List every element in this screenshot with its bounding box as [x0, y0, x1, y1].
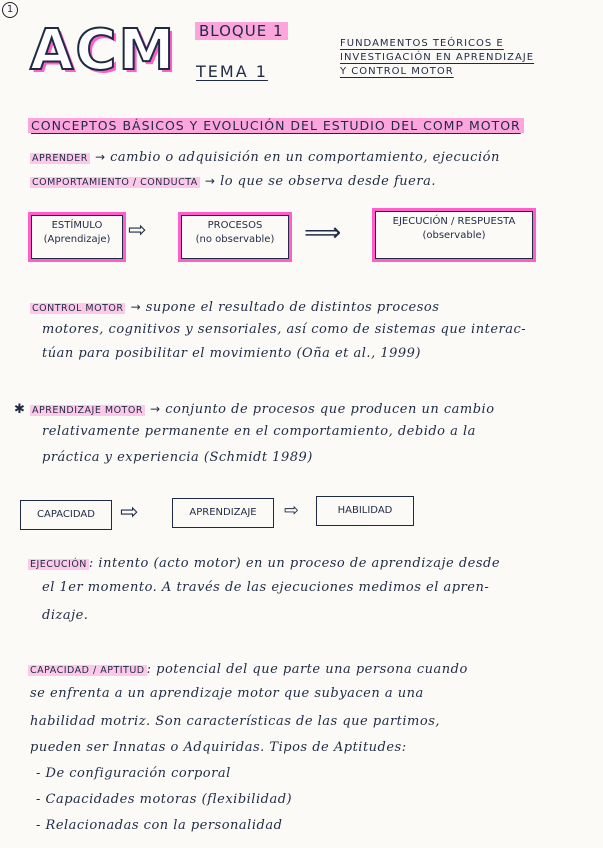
aptitud-item-1: - De configuración corporal	[36, 766, 231, 781]
capacidad-line-1	[28, 658, 468, 677]
capacidad-line-3: habilidad motriz. Son características de las que partimos,	[30, 714, 441, 729]
def-aprender	[30, 146, 500, 165]
double-arrow-icon: ⇨	[128, 218, 147, 243]
page-number: 1	[2, 2, 18, 18]
box-estimulo-line1: ESTÍMULO	[51, 220, 103, 231]
flow-box-estimulo	[28, 212, 126, 262]
ejecucion-line-3: dizaje.	[42, 608, 89, 623]
flow-box-ejecucion	[372, 208, 536, 262]
flow-box-capacidad: CAPACIDAD	[20, 500, 112, 530]
def-comportamiento-text: lo que se observa desde fuera.	[220, 174, 436, 189]
def-aprender-text: cambio o adquisición en un comportamiento, ejecución	[110, 150, 500, 165]
box-procesos-line2: (no observable)	[195, 234, 275, 245]
box-procesos-line1: PROCESOS	[207, 220, 263, 231]
aprendizaje-motor-line-3: práctica y experiencia (Schmidt 1989)	[42, 450, 313, 465]
control-motor-line-1	[30, 296, 439, 315]
box-ejecucion-line1: EJECUCIÓN / RESPUESTA	[392, 216, 516, 227]
aprendizaje-motor-text-1: conjunto de procesos que producen un cambio	[165, 402, 495, 417]
capacidad-line-4: pueden ser Innatas o Adquiridas. Tipos de Aptitudes:	[30, 740, 407, 755]
aprendizaje-motor-line-2: relativamente permanente en el comportamiento, debido a la	[42, 424, 476, 439]
aptitud-item-3: - Relacionadas con la personalidad	[36, 818, 283, 833]
arrow-icon: →	[150, 402, 161, 416]
term-comportamiento: COMPORTAMIENTO / CONDUCTA	[32, 177, 198, 188]
aptitud-item-2: - Capacidades motoras (flexibilidad)	[36, 792, 293, 807]
ejecucion-text-1: : intento (acto motor) en un proceso de aprendizaje desde	[88, 556, 501, 571]
ejecucion-line-1	[28, 552, 500, 571]
subtitle-line-1: FUNDAMENTOS TEÓRICOS E	[340, 38, 504, 49]
double-arrow-icon: ⇨	[120, 500, 139, 525]
term-ejecucion: EJECUCIÓN	[30, 559, 87, 570]
ejecucion-line-2: el 1er momento. A través de las ejecuciones medimos el apren-	[42, 580, 490, 595]
control-motor-text-1: supone el resultado de distintos procesos	[145, 300, 440, 315]
capacidad-text-1: : potencial del que parte una persona cuando	[146, 662, 468, 677]
title-acm: ACM	[30, 18, 177, 83]
box-ejecucion-line2: (observable)	[422, 230, 486, 241]
capacidad-line-2: se enfrenta a un aprendizaje motor que subyacen a una	[30, 686, 424, 701]
flow-box-procesos	[178, 212, 292, 262]
term-capacidad: CAPACIDAD / APTITUD	[30, 665, 145, 676]
tema-label: TEMA 1	[196, 62, 268, 81]
arrow-icon: →	[94, 150, 106, 164]
term-control-motor: CONTROL MOTOR	[32, 303, 124, 314]
arrow-icon: →	[204, 174, 215, 188]
control-motor-line-3: túan para posibilitar el movimiento (Oña et al., 1999)	[42, 346, 421, 361]
flow-box-aprendizaje: APRENDIZAJE	[172, 498, 274, 528]
section-title: CONCEPTOS BÁSICOS Y EVOLUCIÓN DEL ESTUDIO DEL COMP MOTOR	[28, 118, 524, 133]
term-aprendizaje-motor: APRENDIZAJE MOTOR	[32, 405, 143, 416]
subtitle-line-3: Y CONTROL MOTOR	[340, 66, 454, 77]
box-estimulo-line2: (Aprendizaje)	[43, 234, 111, 245]
double-arrow-icon: ⇨	[284, 500, 300, 521]
subtitle-line-2: INVESTIGACIÓN EN APRENDIZAJE	[340, 52, 535, 63]
aprendizaje-motor-line-1	[14, 398, 495, 417]
double-arrow-icon: ⟹	[304, 218, 342, 248]
def-comportamiento	[30, 170, 436, 189]
arrow-icon: →	[130, 300, 141, 314]
star-icon: ✱	[14, 402, 25, 417]
term-aprender: APRENDER	[32, 153, 88, 164]
bloque-label: BLOQUE 1	[195, 22, 288, 40]
flow-box-habilidad: HABILIDAD	[316, 496, 414, 526]
control-motor-line-2: motores, cognitivos y sensoriales, así como de sistemas que interac-	[42, 322, 527, 337]
